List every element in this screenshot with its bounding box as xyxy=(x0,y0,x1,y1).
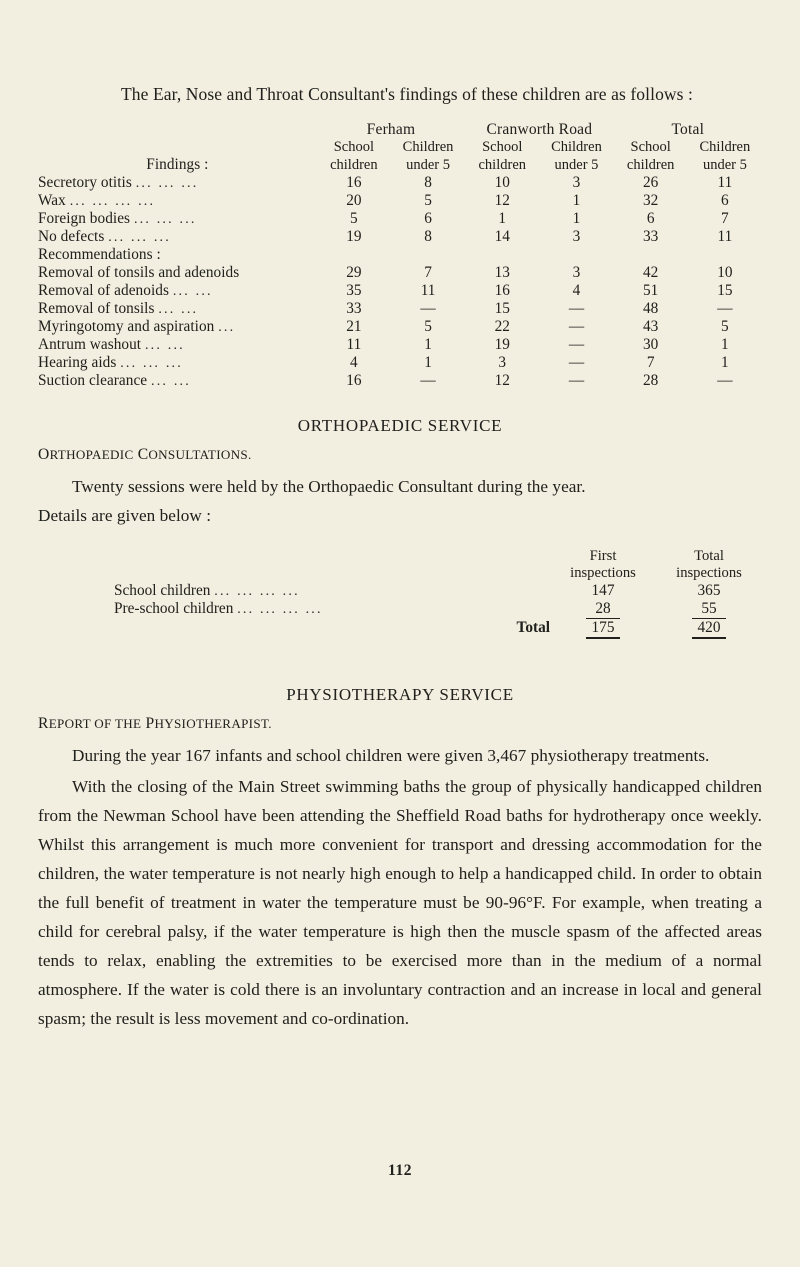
spacer-cell xyxy=(432,565,550,582)
spacer-cell xyxy=(114,565,432,582)
row-label-secretory-otitis xyxy=(38,174,317,192)
row-label-text: Hearing aids xyxy=(38,354,117,371)
group-header-ferham: Ferham xyxy=(366,121,416,138)
cell-value: 11 xyxy=(717,174,733,191)
subheading-rest-eport-of-the: EPORT OF THE xyxy=(48,715,142,731)
row-label-text: Wax xyxy=(38,192,66,209)
leader-dots: ... ... ... ... xyxy=(237,602,323,617)
cell-value: 1 xyxy=(721,354,729,371)
table-row xyxy=(38,600,762,618)
subheading-period: . xyxy=(247,447,252,462)
spacer-cell xyxy=(38,565,114,582)
spacer-cell xyxy=(38,548,114,565)
ent-corner-cell xyxy=(38,121,317,139)
subheader-3-line1: Children xyxy=(551,139,602,155)
rule-total-bottom xyxy=(656,637,762,638)
spacer-cell xyxy=(114,548,432,565)
row-label-text: Removal of tonsils and adenoids xyxy=(38,264,240,281)
leader-dots: ... ... ... xyxy=(133,212,197,227)
table-row xyxy=(38,336,762,354)
leader-dots: ... ... ... xyxy=(135,176,199,191)
total-label: Total xyxy=(516,619,550,637)
subheading-period: . xyxy=(268,715,272,731)
row-label-removal-of-tonsils xyxy=(38,300,317,318)
orthopaedic-header-total-line2: inspections xyxy=(676,565,742,581)
cell-value: 3 xyxy=(572,228,581,245)
cell-value: 22 xyxy=(494,318,510,335)
orthopaedic-rule-row-bottom xyxy=(38,637,762,638)
cell-value: 5 xyxy=(721,318,729,335)
subheader-0-line2: children xyxy=(330,157,378,173)
row-label-no-defects xyxy=(38,228,317,246)
physiotherapy-paragraph-2: With the closing of the Main Street swimming baths the group of physically handicapped children from the Newman School have been attending the Sheffield Road baths for hydrotherapy once weekly. Whilst this arrangement is much more convenient for transport and dressing accommodation for the children, the water temperature is not nearly high enough to help a handicapped child. In order to obtain the full benefit of treatment in water the temperature must be 90-96°F. For example, when treating a child for cerebral palsy, if the water temperature is high then the muscle spasm of the affected areas tends to relax, enabling the extremities to be exercised more than in the medium of a normal atmosphere. If the water is cold there is an involuntary contraction and an increase in local and general spasm; the result is less movement and co-ordination. xyxy=(38,776,762,1028)
cell-value: 6 xyxy=(721,192,729,209)
row-label-school-children xyxy=(114,582,432,600)
cell-value: 11 xyxy=(346,336,362,353)
cell-value: 3 xyxy=(498,354,507,371)
table-row xyxy=(38,318,762,336)
row-label-text: School children xyxy=(114,582,211,599)
orthopaedic-header-row-2 xyxy=(38,565,762,582)
cell-value: 11 xyxy=(717,228,733,245)
page-number: 112 xyxy=(388,1162,412,1179)
cell-value-first-inspections: 147 xyxy=(591,582,615,599)
leader-dots: ... ... xyxy=(172,284,213,299)
row-label-text: Suction clearance xyxy=(38,372,148,389)
spacer-cell xyxy=(114,637,432,638)
leader-dots: ... ... xyxy=(158,302,199,317)
cell-value: 21 xyxy=(346,318,362,335)
cell-value: 33 xyxy=(346,300,362,317)
cell-value: 5 xyxy=(424,318,432,335)
subheading-initial-p: P xyxy=(145,714,155,732)
cell-value: — xyxy=(568,354,585,371)
row-label-removal-of-adenoids xyxy=(38,282,317,300)
row-label-pre-school-children xyxy=(114,600,432,618)
cell-value: 16 xyxy=(494,282,510,299)
ent-group-header-row xyxy=(38,121,762,139)
row-label-text: Pre-school children xyxy=(114,600,234,617)
section-title-orthopaedic-service: ORTHOPAEDIC SERVICE xyxy=(297,416,503,435)
cell-value: 14 xyxy=(494,228,510,245)
orthopaedic-header-first-line2: inspections xyxy=(570,565,636,581)
leader-dots: ... ... xyxy=(144,338,185,353)
orthopaedic-header-row-1 xyxy=(38,548,762,565)
cell-value: 1 xyxy=(498,210,507,227)
group-header-cranworth-road: Cranworth Road xyxy=(486,121,593,138)
spacer-cell xyxy=(432,582,550,600)
cell-value: 33 xyxy=(643,228,659,245)
subheading-initial-r: R xyxy=(38,714,49,732)
cell-value: — xyxy=(568,372,585,389)
subheader-4-line2: children xyxy=(626,157,675,173)
table-row xyxy=(38,264,762,282)
spacer-cell xyxy=(317,246,762,264)
section-title-physiotherapy-service: PHYSIOTHERAPY SERVICE xyxy=(286,684,514,704)
subheading-report-of-the-physiotherapist xyxy=(38,715,762,733)
cell-value: 1 xyxy=(721,336,729,353)
cell-value: 10 xyxy=(494,174,510,191)
subheader-5-line1: Children xyxy=(699,139,751,155)
leader-dots: ... ... ... ... xyxy=(214,584,300,599)
cell-value: 30 xyxy=(643,336,659,353)
cell-value: 7 xyxy=(646,354,655,371)
page-content xyxy=(38,84,762,1035)
row-label-wax xyxy=(38,192,317,210)
cell-value: 7 xyxy=(721,210,729,227)
cell-value-total-inspections: 365 xyxy=(697,582,721,599)
subheader-2-line2: children xyxy=(478,157,527,173)
orthopaedic-header-first-line1: First xyxy=(589,548,617,564)
ent-table-head xyxy=(38,121,762,174)
cell-value: 42 xyxy=(643,264,659,281)
cell-value-first-inspections: 28 xyxy=(595,600,611,617)
cell-value: 13 xyxy=(494,264,510,281)
leader-dots: ... ... xyxy=(151,374,191,389)
row-label-myringotomy-and-aspiration xyxy=(38,318,317,336)
spacer-cell xyxy=(432,548,550,565)
section-heading-row-recommendations xyxy=(38,246,762,264)
row-label-text: Removal of tonsils xyxy=(38,300,155,317)
table-row xyxy=(38,192,762,210)
intro-paragraph: The Ear, Nose and Throat Consultant's findings of these children are as follows : xyxy=(120,84,694,104)
ent-table-body xyxy=(38,174,762,390)
cell-value: 6 xyxy=(424,210,432,227)
spacer-cell xyxy=(38,600,114,618)
cell-value: 26 xyxy=(643,174,659,191)
spacer-cell xyxy=(432,637,550,638)
orthopaedic-table-body xyxy=(38,548,762,639)
cell-value: 48 xyxy=(643,300,659,317)
ent-findings-table xyxy=(38,121,762,390)
spacer-cell xyxy=(38,582,114,600)
section-heading-findings: Findings : xyxy=(146,156,209,173)
cell-value: 20 xyxy=(346,192,362,209)
cell-value: 1 xyxy=(572,192,581,209)
spacer-cell xyxy=(38,637,114,638)
cell-value: 15 xyxy=(494,300,510,317)
subheading-orthopaedic-consultations xyxy=(38,446,762,464)
row-label-removal-of-tonsils-and-adenoids xyxy=(38,264,317,282)
subheading-initial-o: O xyxy=(38,446,50,463)
orthopaedic-paragraph-2: Details are given below : xyxy=(38,506,212,525)
cell-value: 51 xyxy=(643,282,659,299)
ent-sub-header-row-2 xyxy=(38,156,762,174)
orthopaedic-header-total-line1: Total xyxy=(694,548,724,564)
horizontal-rule xyxy=(586,637,620,638)
cell-value: 28 xyxy=(643,372,659,389)
table-row xyxy=(38,228,762,246)
subheader-0-line1: School xyxy=(333,139,374,155)
orthopaedic-inspections-table xyxy=(38,548,762,639)
cell-value: — xyxy=(420,300,436,317)
leader-dots: ... ... ... xyxy=(120,356,183,371)
cell-value-total-inspections: 55 xyxy=(701,600,717,617)
cell-value: 1 xyxy=(424,354,432,371)
row-label-text: No defects xyxy=(38,228,105,245)
cell-value: 12 xyxy=(494,372,510,389)
cell-value: 43 xyxy=(643,318,659,335)
row-label-text: Removal of adenoids xyxy=(38,282,169,299)
cell-value: — xyxy=(717,300,733,317)
subheader-5-line2: under 5 xyxy=(702,157,747,173)
row-label-text: Antrum washout xyxy=(38,336,142,353)
subheading-rest-onsultations: ONSULTATIONS xyxy=(148,447,248,462)
table-row xyxy=(38,300,762,318)
total-total-inspections: 420 xyxy=(697,619,721,637)
cell-value: 35 xyxy=(346,282,362,299)
subheader-4-line1: School xyxy=(630,139,671,155)
cell-value: 3 xyxy=(572,174,581,191)
spacer-cell xyxy=(432,600,550,618)
cell-value: 7 xyxy=(424,264,432,281)
row-label-text: Myringotomy and aspiration xyxy=(38,318,215,335)
leader-dots: ... ... ... xyxy=(108,230,171,245)
cell-value: 10 xyxy=(717,264,733,281)
total-first-inspections: 175 xyxy=(591,619,615,637)
cell-value: 3 xyxy=(572,264,581,281)
physiotherapy-paragraph-1: During the year 167 infants and school children were given 3,467 physiotherapy treatments. xyxy=(72,745,710,765)
table-row xyxy=(38,282,762,300)
spacer-cell xyxy=(38,619,114,637)
subheader-1-line2: under 5 xyxy=(406,157,450,173)
subheading-rest-hysiotherapist: HYSIOTHERAPIST xyxy=(154,715,269,731)
cell-value: 8 xyxy=(424,228,432,245)
cell-value: 29 xyxy=(346,264,362,281)
cell-value: — xyxy=(568,336,585,353)
orthopaedic-paragraph-1: Twenty sessions were held by the Orthopaedic Consultant during the year. xyxy=(72,477,586,496)
row-label-antrum-washout xyxy=(38,336,317,354)
row-label-hearing-aids xyxy=(38,354,317,372)
cell-value: — xyxy=(420,372,436,389)
cell-value: 5 xyxy=(350,210,358,227)
rule-first-bottom xyxy=(550,637,656,638)
ent-corner-cell-2 xyxy=(38,139,317,156)
cell-value: 4 xyxy=(572,282,581,299)
row-label-text: Secretory otitis xyxy=(38,174,132,191)
cell-value: 1 xyxy=(424,336,432,353)
ent-sub-header-row-1 xyxy=(38,139,762,156)
table-row xyxy=(38,372,762,390)
table-row xyxy=(38,354,762,372)
subheader-2-line1: School xyxy=(482,139,523,155)
cell-value: 19 xyxy=(346,228,362,245)
row-label-foreign-bodies xyxy=(38,210,317,228)
row-label-text: Foreign bodies xyxy=(38,210,131,227)
orthopaedic-total-row xyxy=(38,619,762,637)
cell-value: 15 xyxy=(717,282,733,299)
spacer-cell xyxy=(114,619,432,637)
cell-value: 12 xyxy=(494,192,510,209)
cell-value: 1 xyxy=(572,210,581,227)
cell-value: — xyxy=(717,372,733,389)
table-row xyxy=(38,582,762,600)
section-heading-recommendations: Recommendations : xyxy=(38,246,161,263)
leader-dots: ... ... ... ... xyxy=(69,194,156,209)
cell-value: — xyxy=(568,300,585,317)
cell-value: 16 xyxy=(346,174,362,191)
group-header-total: Total xyxy=(671,121,705,138)
cell-value: 5 xyxy=(424,192,432,209)
cell-value: — xyxy=(568,318,585,335)
table-row xyxy=(38,210,762,228)
row-label-suction-clearance xyxy=(38,372,317,390)
subheading-initial-c: C xyxy=(137,446,149,463)
subheading-rest-rthopaedic: RTHOPAEDIC xyxy=(49,447,134,462)
leader-dots: ... xyxy=(218,320,236,335)
horizontal-rule xyxy=(692,637,726,638)
cell-value: 11 xyxy=(420,282,436,299)
cell-value: 19 xyxy=(494,336,510,353)
cell-value: 32 xyxy=(643,192,659,209)
cell-value: 16 xyxy=(346,372,362,389)
subheader-3-line2: under 5 xyxy=(554,157,599,173)
cell-value: 8 xyxy=(424,174,432,191)
table-row xyxy=(38,174,762,192)
cell-value: 4 xyxy=(350,354,358,371)
subheader-1-line1: Children xyxy=(402,139,454,155)
cell-value: 6 xyxy=(646,210,655,227)
